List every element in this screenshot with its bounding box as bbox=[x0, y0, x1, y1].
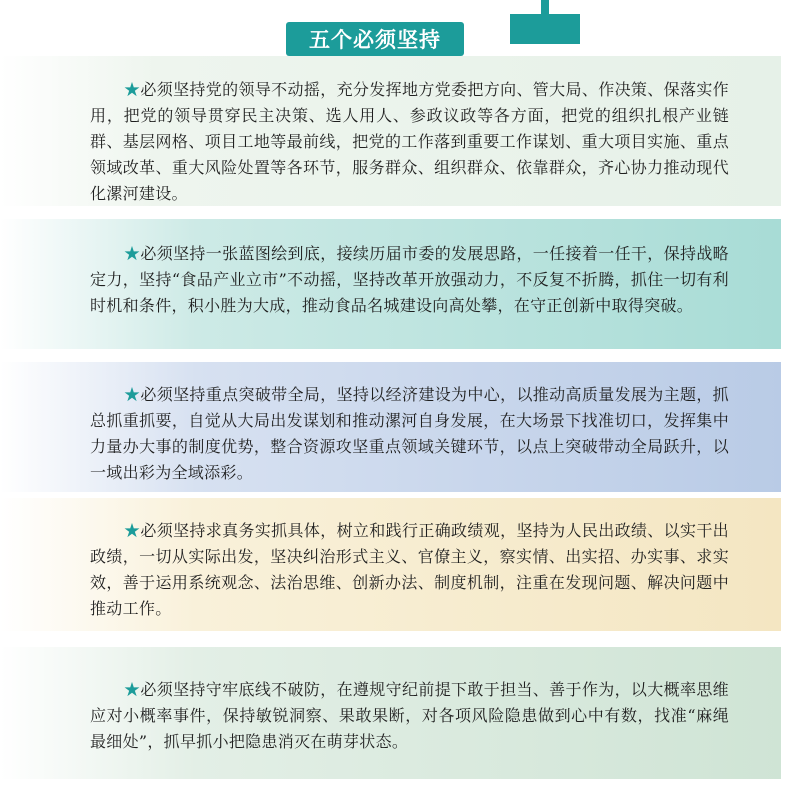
principle-text-1: 必须坚持党的领导不动摇，充分发挥地方党委把方向、管大局、作决策、保落实作用，把党的领导贯穿民主决策、选人用人、参政议政等各方面，把党的组织扎根产业链群、基层网格、项目工地等最前线，把党的工作落到重要工作谋划、重大项目实施、重点领域改革、重大风险处置等各环节，服务群众、组织群众、依靠群众，齐心协力推动现代化漯河建设。 bbox=[90, 80, 729, 203]
principle-panel-3 bbox=[0, 362, 781, 492]
principle-paragraph-2 bbox=[90, 241, 729, 319]
principle-text-2: 必须坚持一张蓝图绘到底，接续历届市委的发展思路，一任接着一任干，保持战略定力，坚持“食品产业立市”不动摇，坚持改革开放强动力，不反复不折腾，抓住一切有利时机和条件，积小胜为大成，推动食品名城建设向高处攀，在守正创新中取得突破。 bbox=[90, 244, 729, 315]
principle-panel-1 bbox=[0, 56, 781, 206]
header-decoration-block bbox=[510, 14, 580, 44]
principle-text-3: 必须坚持重点突破带全局，坚持以经济建设为中心，以推动高质量发展为主题，抓总抓重抓要，自觉从大局出发谋划和推动漯河自身发展，在大场景下找准切口，发挥集中力量办大事的制度优势，整合资源攻坚重点领域关键环节，以点上突破带动全局跃升，以一域出彩为全域添彩。 bbox=[90, 385, 729, 482]
star-icon: ★ bbox=[124, 680, 141, 699]
star-icon: ★ bbox=[124, 385, 141, 404]
principle-paragraph-1 bbox=[90, 77, 729, 207]
principle-paragraph-3 bbox=[90, 382, 729, 486]
principle-paragraph-4 bbox=[90, 518, 729, 622]
principle-text-4: 必须坚持求真务实抓具体，树立和践行正确政绩观，坚持为人民出政绩、以实干出政绩，一切从实际出发，坚决纠治形式主义、官僚主义，察实情、出实招、办实事、求实效，善于运用系统观念、法治思维、创新办法、制度机制，注重在发现问题、解决问题中推动工作。 bbox=[90, 521, 729, 618]
principle-panel-2 bbox=[0, 219, 781, 349]
principle-panel-4 bbox=[0, 498, 781, 631]
star-icon: ★ bbox=[124, 80, 141, 99]
principle-paragraph-5 bbox=[90, 677, 729, 755]
star-icon: ★ bbox=[124, 521, 141, 540]
principle-panel-5 bbox=[0, 647, 781, 779]
principle-text-5: 必须坚持守牢底线不破防，在遵规守纪前提下敢于担当、善于作为，以大概率思维应对小概率事件，保持敏锐洞察、果敢果断，对各项风险隐患做到心中有数，找准“麻绳最细处”，抓早抓小把隐患消灭在萌芽状态。 bbox=[90, 680, 729, 751]
page-title: 五个必须坚持 bbox=[286, 22, 464, 56]
star-icon: ★ bbox=[124, 244, 141, 263]
